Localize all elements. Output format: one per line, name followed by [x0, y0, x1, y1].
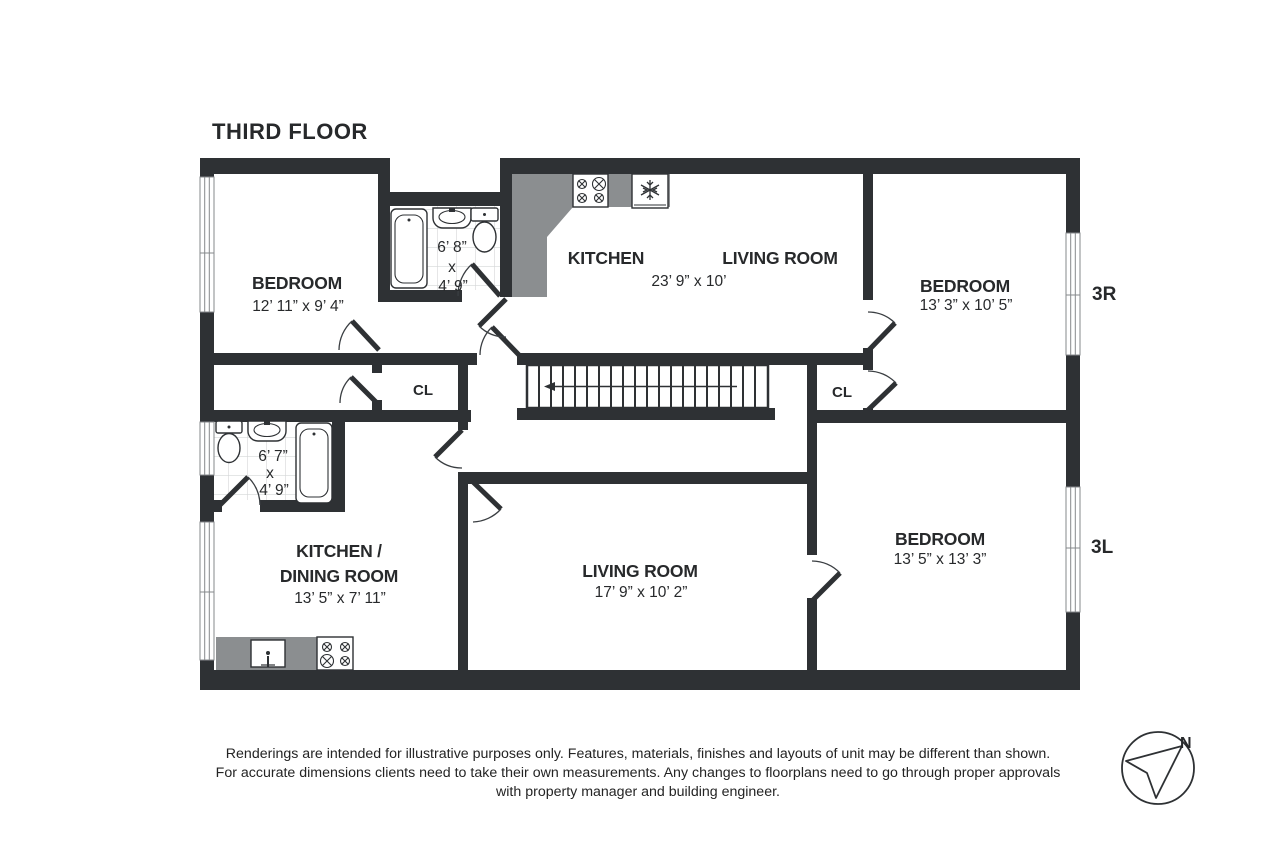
closet-left-label: CL [413, 382, 433, 399]
sink-bottom [248, 421, 286, 441]
window-bedroom-top-left [200, 177, 214, 312]
room-name-line1: KITCHEN / [296, 541, 382, 561]
disclaimer-line3: with property manager and building engineer. [496, 784, 780, 800]
door-kitchen-west [479, 299, 506, 337]
north-arrow-icon [1126, 746, 1182, 798]
sink-kitchen-bottom [251, 640, 285, 667]
bath-width: 6’ 7” [258, 448, 288, 465]
room-dims: 13’ 5” x 7’ 11” [294, 590, 386, 607]
window-bedroom-3l [1066, 487, 1080, 612]
stove-top-kitchen [573, 174, 608, 207]
unit-label-3l: 3L [1091, 537, 1114, 558]
walls [200, 158, 1080, 690]
room-bedroom-top-left [252, 273, 344, 315]
door-bedroom-top-left [339, 321, 379, 350]
bathtub-top [391, 209, 427, 288]
bath-height: 4’ 9” [438, 278, 468, 295]
refrigerator-icon [632, 174, 668, 208]
toilet-top [471, 208, 498, 252]
room-bedroom-3r [920, 276, 1013, 314]
room-name-line2: DINING ROOM [279, 566, 399, 586]
room-name: BEDROOM [920, 276, 1010, 296]
window-bedroom-3r [1066, 233, 1080, 355]
window-kitchen-dining [200, 522, 214, 660]
disclaimer-line1: Renderings are intended for illustrative purposes only. Features, materials, finishes and layouts of unit may be different than shown. [225, 746, 1051, 762]
bath-height: 4’ 9” [259, 482, 289, 499]
bath-x: x [448, 259, 456, 276]
compass-north-label: N [1180, 735, 1192, 752]
door-closet-right [868, 371, 896, 410]
bath-x: x [266, 465, 274, 482]
door-bedroom-3l [812, 561, 840, 601]
door-living-bottom [473, 482, 501, 522]
room-bedroom-3l [894, 529, 987, 568]
window-bath-bottom [200, 422, 214, 475]
door-closet-left [340, 377, 377, 403]
room-name: BEDROOM [895, 529, 985, 549]
room-kitchen-dining [280, 541, 398, 607]
room-name: LIVING ROOM [582, 561, 698, 581]
toilet-bottom [216, 421, 242, 463]
compass [1122, 732, 1194, 804]
door-bedroom-3r [868, 312, 895, 351]
disclaimer [216, 746, 1061, 800]
staircase [527, 365, 768, 408]
room-name: KITCHEN [567, 248, 645, 268]
bathtub-bottom [296, 423, 332, 503]
sink-top [433, 208, 471, 228]
page-title: THIRD FLOOR [212, 119, 368, 144]
bath-width: 6’ 8” [437, 239, 467, 256]
unit-label-3r: 3R [1092, 284, 1117, 305]
room-name: BEDROOM [252, 273, 342, 293]
room-living-bottom [582, 561, 697, 601]
room-dims: 13’ 5” x 13’ 3” [893, 551, 987, 568]
room-kitchen-living [568, 248, 838, 290]
stove-kitchen-bottom [317, 637, 353, 670]
room-dims: 23’ 9” x 10’ [651, 273, 727, 290]
closet-right-label: CL [832, 384, 852, 401]
room-dims: 12’ 11” x 9’ 4” [252, 298, 344, 315]
room-dims: 13’ 3” x 10’ 5” [919, 297, 1013, 314]
room-dims: 17’ 9” x 10’ 2” [594, 584, 688, 601]
disclaimer-line2: For accurate dimensions clients need to take their own measurements. Any changes to floorplans need to go through proper approvals [215, 765, 1061, 781]
door-kitchen-dining [435, 430, 462, 468]
room-name: LIVING ROOM [722, 248, 838, 268]
